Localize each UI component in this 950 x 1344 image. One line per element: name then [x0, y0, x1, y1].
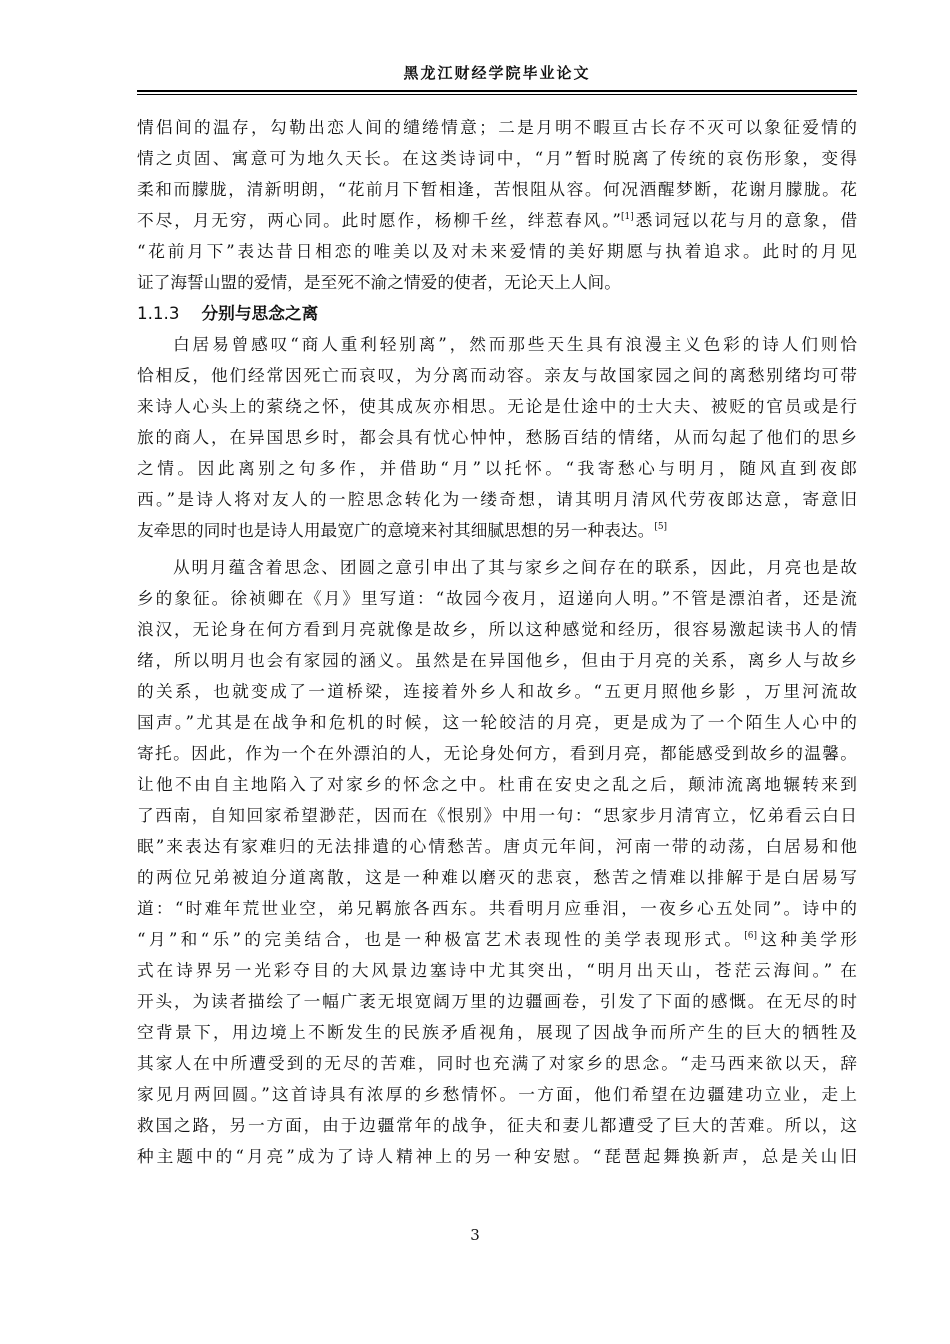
text-line: 家见月两回圆。”这首诗具有浓厚的乡愁情怀。一方面，他们希望在边疆建功立业，走上	[137, 1084, 857, 1104]
paragraph-love	[137, 112, 857, 298]
text-line: 国声。”尤其是在战争和危机的时候，这一轮皎洁的月亮，更是成为了一个陌生人心中的	[137, 712, 857, 732]
text-line: 西。”是诗人将对友人的一腔思念转化为一缕奇想，请其明月清风代劳夜郎达意，寄意旧	[137, 489, 857, 509]
page-number: 3	[470, 1226, 480, 1244]
section-number: 1.1.3	[137, 303, 180, 323]
text-line: 白居易曾感叹“商人重利轻别离”，然而那些天生具有浪漫主义色彩的诗人们则恰	[173, 334, 857, 354]
text-line: 证了海誓山盟的爱情，是至死不渝之情爱的使者，无论天上人间。	[137, 272, 621, 292]
paragraph-homeland	[137, 552, 857, 1172]
text-line: 让他不由自主地陷入了对家乡的怀念之中。杜甫在安史之乱之后，颠沛流离地辗转来到	[137, 774, 857, 794]
text-line: 恰相反，他们经常因死亡而哀叹，为分离而动容。亲友与故国家园之间的离愁别绪均可带	[137, 365, 857, 385]
text-line: 绪，所以明月也会有家园的涵义。虽然是在异国他乡，但由于月亮的关系，离乡人与故乡	[137, 650, 857, 670]
quote-text: 不尽，月无穷，两心同。此时愿作，杨柳千丝，绊惹春风。”	[137, 210, 621, 230]
text-line: 之情。因此离别之句多作，并借助“月”以托怀。“我寄愁心与明月，随风直到夜郎	[137, 458, 857, 478]
text-segment: 友牵思的同时也是诗人用最宽广的意境来衬其细腻思想的另一种表达。	[137, 520, 655, 540]
text-line: 其家人在中所遭受到的无尽的苦难，同时也充满了对家乡的思念。“走马西来欲以天，辞	[137, 1053, 857, 1073]
text-line: 种主题中的“月亮”成为了诗人精神上的另一种安慰。“琵琶起舞换新声，总是关山旧	[137, 1146, 857, 1166]
text-line	[137, 924, 857, 955]
paragraph-parting	[137, 329, 857, 546]
section-heading	[137, 298, 857, 329]
text-line: 柔和而朦胧，清新明朗，“花前月下暂相逢，苦恨阻从容。何况酒醒梦断，花谢月朦胧。花	[137, 179, 857, 199]
document-body	[137, 112, 857, 1172]
text-line: “花前月下”表达昔日相恋的唯美以及对未来爱情的美好期愿与执着追求。此时的月见	[137, 241, 857, 261]
text-segment: 这种美学形	[757, 929, 857, 949]
text-segment: “月”和“乐”的完美结合，也是一种极富艺术表现性的美学表现形式。	[137, 929, 745, 949]
citation-ref: [5]	[654, 522, 668, 532]
text-line: 从明月蕴含着思念、团圆之意引申出了其与家乡之间存在的联系，因此，月亮也是故	[173, 557, 857, 577]
text-line: 式在诗界另一光彩夺目的大风景边塞诗中尤其突出，“明月出天山，苍茫云海间。” 在	[137, 960, 857, 980]
text-line: 来诗人心头上的萦绕之怀，使其成灰亦相思。无论是仕途中的士大夫、被贬的官员或是行	[137, 396, 857, 416]
text-line: 道：“时难年荒世业空，弟兄羁旅各西东。共看明月应垂泪，一夜乡心五处同”。诗中的	[137, 898, 857, 918]
section-title: 分别与思念之离	[201, 303, 319, 323]
citation-ref: [1]	[620, 212, 634, 222]
text-line: 救国之路，另一方面，由于边疆常年的战争，征夫和妻儿都遭受了巨大的苦难。所以，这	[137, 1115, 857, 1135]
text-line: 情侣间的温存，勾勒出恋人间的缱绻情意；二是月明不暇亘古长存不灭可以象征爱情的	[137, 117, 857, 137]
text-segment: 悉词冠以花与月的意象，借	[633, 210, 857, 230]
text-line	[137, 205, 857, 236]
header-rule	[137, 90, 857, 92]
text-line: 浪汉，无论身在何方看到月亮就像是故乡，所以这种感觉和经历，很容易激起读书人的情	[137, 619, 857, 639]
text-line: 寄托。因此，作为一个在外漂泊的人，无论身处何方，看到月亮，都能感受到故乡的温馨。	[137, 743, 857, 763]
text-line: 眠”来表达有家难归的无法排遣的心情愁苦。唐贞元年间，河南一带的动荡，白居易和他	[137, 836, 857, 856]
text-line: 了西南，自知回家希望渺茫，因而在《恨别》中用一句：“思家步月清宵立，忆弟看云白日	[137, 805, 857, 825]
text-line: 乡的象征。徐祯卿在《月》里写道：“故园今夜月，迢递向人明。”不管是漂泊者，还是流	[137, 588, 857, 608]
text-line: 情之贞固、寓意可为地久天长。在这类诗词中，“月”暂时脱离了传统的哀伤形象，变得	[137, 148, 857, 168]
citation-ref: [6]	[744, 931, 758, 941]
text-line: 空背景下，用边境上不断发生的民族矛盾视角，展现了因战争而所产生的巨大的牺牲及	[137, 1022, 857, 1042]
header-rule-thin	[137, 94, 857, 95]
text-line: 旅的商人，在异国思乡时，都会具有忧心忡忡，愁肠百结的情绪，从而勾起了他们的思乡	[137, 427, 857, 447]
text-line: 的两位兄弟被迫分道离散，这是一种难以磨灭的悲哀，愁苦之情难以排解于是白居易写	[137, 867, 857, 887]
text-line	[137, 515, 857, 546]
text-line: 的关系，也就变成了一道桥梁，连接着外乡人和故乡。“五更月照他乡影 ，万里河流故	[137, 681, 857, 701]
page-header-title: 黑龙江财经学院毕业论文	[403, 64, 591, 82]
text-line: 开头，为读者描绘了一幅广袤无垠宽阔万里的边疆画卷，引发了下面的感慨。在无尽的时	[137, 991, 857, 1011]
